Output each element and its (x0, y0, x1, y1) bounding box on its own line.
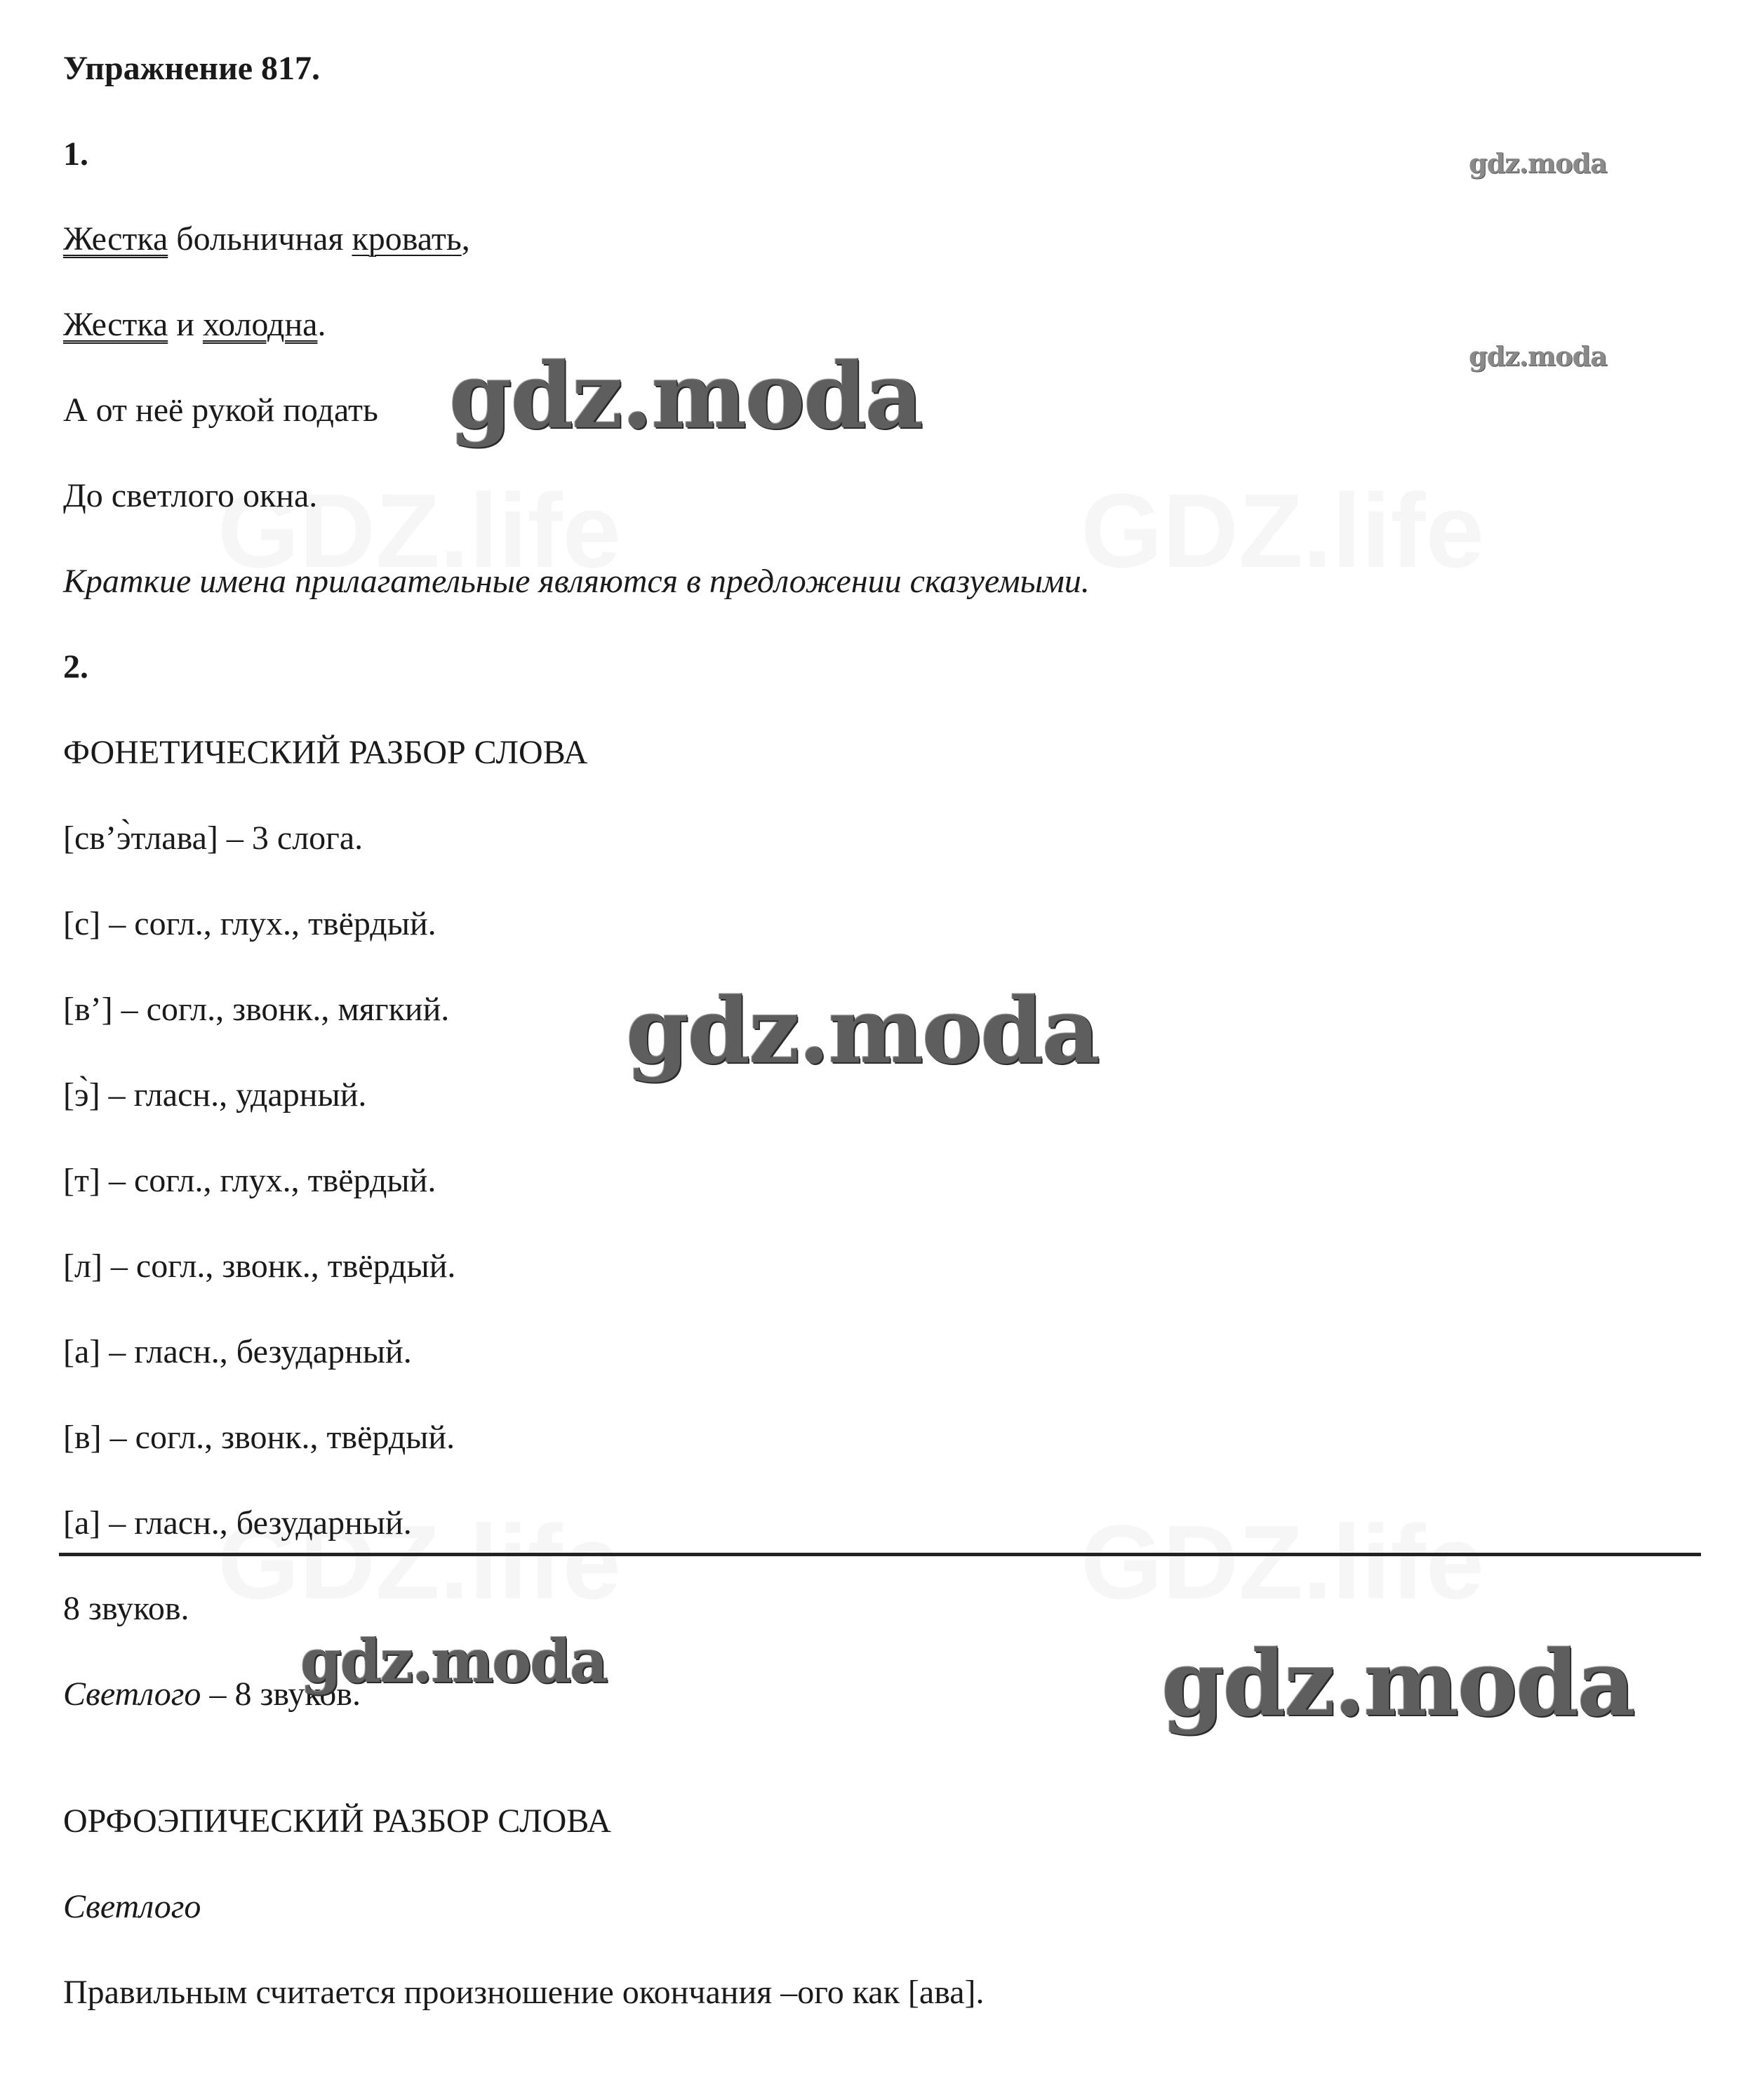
poem-text: больничная (168, 220, 352, 258)
part-2-number: 2. (63, 648, 88, 685)
sound-count: 8 звуков. (63, 1590, 189, 1627)
orthoepic-note: Правильным считается произношение окончания –ого как [ава]. (63, 1974, 985, 2011)
summary-word: Светлого (63, 1676, 201, 1713)
brand-watermark: gdz.moda (300, 1626, 607, 1696)
poem-text: и (168, 306, 203, 343)
part-1-note: Краткие имена прилагательные являются в предложении сказуемыми. (63, 563, 1090, 600)
sound-line: [л] – согл., звонк., твёрдый. (63, 1248, 456, 1285)
ghost-watermark (1081, 470, 1484, 591)
brand-watermark: gdz.moda (626, 979, 1099, 1084)
part-1-number: 1. (63, 135, 88, 173)
poem-line-2 (63, 305, 326, 345)
brand-watermark: gdz.moda (1469, 340, 1607, 372)
poem-line-1 (63, 220, 470, 259)
phonetic-heading: ФОНЕТИЧЕСКИЙ РАЗБОР СЛОВА (63, 734, 588, 771)
brand-watermark: gdz.moda (1469, 147, 1607, 179)
brand-watermark: gdz.moda (449, 344, 922, 449)
predicate-word: Жестка (63, 220, 168, 258)
sound-line: [т] – согл., глух., твёрдый. (63, 1162, 436, 1199)
sound-line: [а] – гласн., безударный. (63, 1333, 412, 1370)
poem-text: . (317, 306, 326, 343)
poem-text: , (461, 220, 470, 258)
brand-watermark: gdz.moda (1161, 1631, 1634, 1737)
orthoepic-heading: ОРФОЭПИЧЕСКИЙ РАЗБОР СЛОВА (63, 1803, 611, 1840)
predicate-word: Жестка (63, 306, 168, 343)
sound-line: [э̀] – гласн., ударный. (63, 1076, 367, 1113)
exercise-title: Упражнение 817. (63, 50, 321, 87)
sound-line: [в’] – согл., звонк., мягкий. (63, 991, 450, 1028)
sound-line: [с] – согл., глух., твёрдый. (63, 905, 436, 942)
sound-line: [в] – согл., звонк., твёрдый. (63, 1419, 455, 1456)
sound-line: [а] – гласн., безударный. (63, 1504, 412, 1541)
transcription: [св’э̀тлава] – 3 слога. (63, 820, 363, 857)
subject-word: кровать (352, 220, 462, 258)
poem-line-4: До светлого окна. (63, 477, 318, 514)
summary-rest: – 8 звуков. (201, 1676, 361, 1713)
divider-line (59, 1553, 1701, 1556)
poem-line-3: А от неё рукой подать (63, 392, 378, 429)
ghost-watermark (1081, 1502, 1484, 1623)
orthoepic-word: Светлого (63, 1888, 201, 1925)
predicate-word: холодна (202, 306, 318, 343)
